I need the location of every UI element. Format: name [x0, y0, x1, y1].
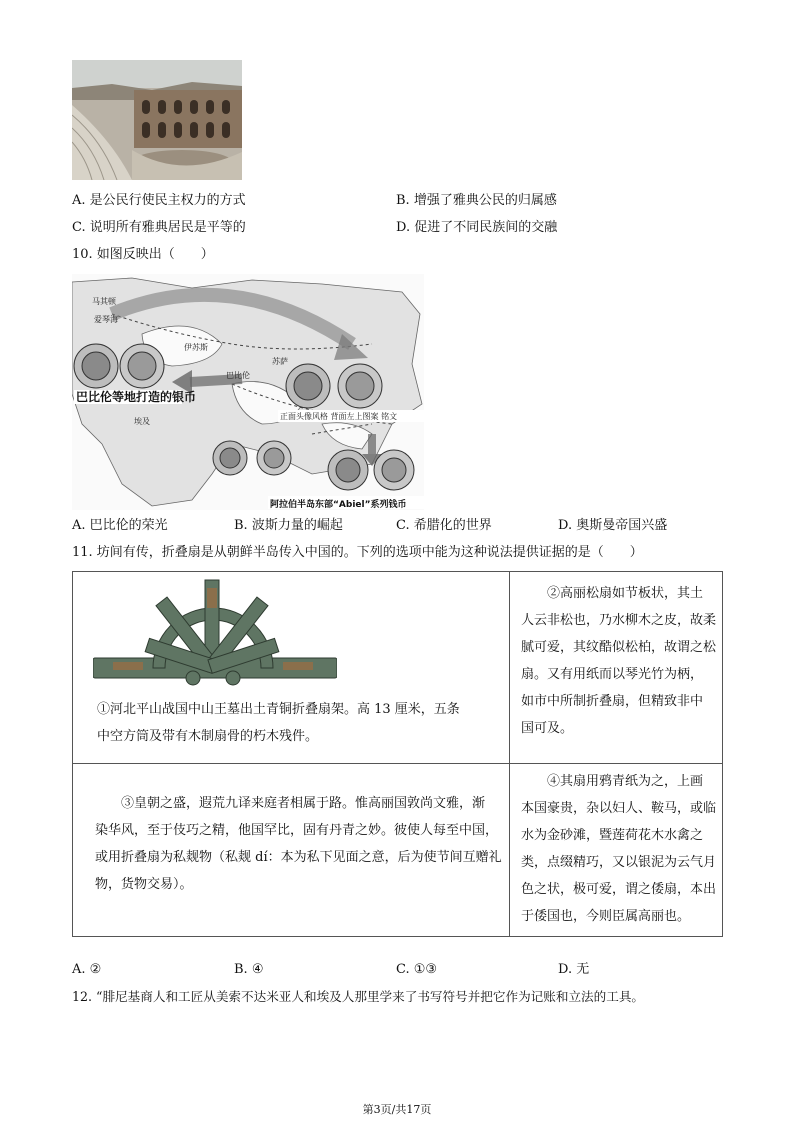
map-label-egypt: 埃及	[134, 417, 150, 426]
cell2-line: 扇。又有用纸而以琴光竹为柄，	[521, 667, 704, 682]
map-caption-mid: 正面头像风格 背面左上图案 铭文	[280, 412, 398, 421]
q11-evidence-table	[72, 571, 723, 937]
map-label-aegean: 爱琴海	[94, 315, 118, 324]
q10-stem: 10. 如图反映出（ ）	[72, 247, 214, 262]
cell3-line: 染华风，至于伎巧之精，他国罕比，固有丹青之妙。彼使人每至中国，	[95, 823, 499, 838]
q11-option-d: D. 无	[558, 962, 590, 977]
cell2-line: 国可及。	[521, 721, 574, 736]
q10-option-a: A. 巴比伦的荣光	[72, 518, 168, 533]
cell4-line: 色之状，极可爱，谓之倭扇，本出	[521, 882, 717, 897]
cell2-line: ②高丽松扇如节板状，其土	[547, 586, 704, 601]
map-label-persia: 伊苏斯	[184, 343, 208, 352]
cell4-line: 本国豪贵，杂以妇人、鞍马，或临	[521, 801, 717, 816]
cell4-line: 类，点缀精巧，又以银泥为云气月	[521, 855, 717, 870]
map-label-babylon: 巴比伦	[226, 371, 250, 380]
map-label-macedon: 马其顿	[92, 297, 116, 306]
page-footer: 第3页/共17页	[362, 1103, 432, 1116]
q11-option-c: C. ①③	[396, 962, 438, 977]
cell3-line: 物，货物交易）。	[95, 877, 193, 892]
cell2-line: 腻可爱，其纹酷似松柏，故谓之松	[521, 640, 717, 655]
cell1-line: ①河北平山战国中山王墓出土青铜折叠扇架。高 13 厘米，五条	[97, 702, 460, 717]
cell4-line: 水为金砂滩，暨莲荷花木水禽之	[521, 828, 704, 843]
q10-option-c: C. 希腊化的世界	[396, 518, 492, 533]
cell3-line: ③皇朝之盛，遐荒九译来庭者相属于路。惟高丽国敦尚文雅，渐	[121, 796, 486, 811]
cell4-line: ④其扇用鸦青纸为之，上画	[547, 774, 704, 789]
ancient-theatre-photo	[72, 60, 242, 180]
q10-option-b: B. 波斯力量的崛起	[234, 518, 343, 533]
q11-stem: 11. 坊间有传，折叠扇是从朝鲜半岛传入中国的。下列的选项中能为这种说法提供证据的是（ ）	[72, 545, 643, 560]
cell2-line: 如市中所制折叠扇，但精致非中	[521, 694, 704, 709]
hellenistic-coin-map	[72, 274, 424, 510]
map-caption-left: 巴比伦等地打造的银币	[76, 390, 197, 404]
map-label-susa: 苏萨	[272, 357, 288, 366]
q11-option-b: B. ④	[234, 962, 264, 977]
cell1-line: 中空方筒及带有木制扇骨的朽木残件。	[97, 729, 319, 744]
q9-option-b: B. 增强了雅典公民的归属感	[396, 193, 557, 208]
cell3-line: 或用折叠扇为私觌物（私觌 dí：本为私下见面之意，后为使节间互赠礼	[95, 850, 502, 865]
q11-option-a: A. ②	[72, 962, 102, 977]
q10-option-d: D. 奥斯曼帝国兴盛	[558, 518, 668, 533]
cell2-line: 人云非松也，乃水柳木之皮，故柔	[521, 613, 717, 628]
q9-option-d: D. 促进了不同民族间的交融	[396, 220, 558, 235]
q9-option-c: C. 说明所有雅典居民是平等的	[72, 220, 246, 235]
cell4-line: 于倭国也，今则臣属高丽也。	[521, 909, 691, 924]
q9-option-a: A. 是公民行使民主权力的方式	[72, 193, 246, 208]
q12-stem: 12. “腓尼基商人和工匠从美索不达米亚人和埃及人那里学来了书写符号并把它作为记账和立法的工具。	[72, 989, 645, 1004]
map-caption-bottom: 阿拉伯半岛东部“Abiel”系列钱币	[270, 500, 407, 510]
bronze-fan-frame-image	[93, 578, 337, 692]
